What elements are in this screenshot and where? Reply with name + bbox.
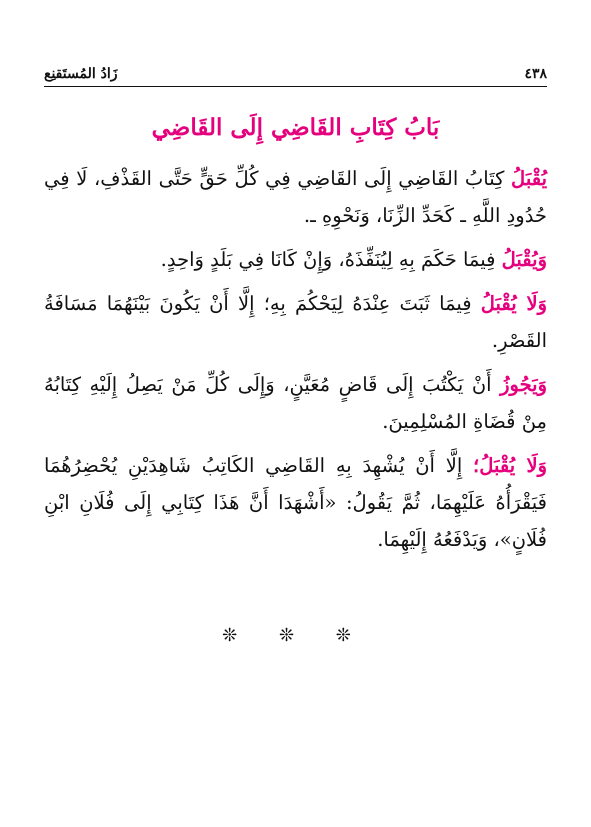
- page-header: [44, 60, 547, 82]
- paragraph-text: إِلَّا أَنْ يُشْهِدَ بِهِ القَاضِي الكَاتِبُ شَاهِدَيْنِ يُحْضِرُهُمَا فَيَقْرَأُهُ عَلَيْهِمَا، ثُمَّ يَقُولُ: «أَشْهَدَا أَنَّ هَذَا كِتَابِي إِلَى فُلَانِ ابْنِ فُلَانٍ»، وَيَدْفَعُهُ إِلَيْهِمَا.: [44, 454, 547, 551]
- paragraph: [44, 241, 547, 278]
- paragraph: [44, 285, 547, 359]
- section-divider: ❊ ❊ ❊: [222, 625, 369, 646]
- paragraph: [44, 160, 547, 234]
- paragraph-keyword: يُقْبَلُ: [511, 167, 547, 190]
- paragraph-keyword: وَيَجُوزُ: [500, 373, 547, 396]
- paragraph-text: كِتَابُ القَاضِي إِلَى القَاضِي فِي كُلِّ حَقٍّ حَتَّى القَذْفِ، لَا فِي حُدُودِ اللَّهِ ـ كَحَدِّ الزِّنَا، وَنَحْوِهِ ـ.: [44, 167, 547, 227]
- paragraph-keyword: وَلَا يُقْبَلُ: [480, 292, 547, 315]
- paragraph-text: فِيمَا حَكَمَ بِهِ لِيُنَفِّذَهُ، وَإِنْ كَانَا فِي بَلَدٍ وَاحِدٍ.: [160, 248, 502, 271]
- paragraph: [44, 447, 547, 558]
- header-divider: [44, 86, 547, 87]
- chapter-title: بَابُ كِتَابِ القَاضِي إِلَى القَاضِي: [151, 114, 440, 141]
- paragraph: [44, 366, 547, 440]
- paragraph-keyword: وَلَا يُقْبَلُ؛: [473, 454, 548, 477]
- page-number: ٤٣٨: [524, 66, 547, 82]
- chapter-body: [44, 160, 547, 565]
- paragraph-text: أَنْ يَكْتُبَ إِلَى قَاضٍ مُعَيَّنٍ، وَإِلَى كُلِّ مَنْ يَصِلُ إِلَيْهِ كِتَابُهُ مِنْ قُضَاةِ المُسْلِمِينَ.: [44, 373, 547, 433]
- book-title: زَادُ المُستَقنِع: [44, 66, 118, 82]
- paragraph-text: فِيمَا ثَبَتَ عِنْدَهُ لِيَحْكُمَ بِهِ؛ إِلَّا أَنْ يَكُونَ بَيْنَهُمَا مَسَافَةُ القَصْرِ.: [44, 292, 547, 352]
- paragraph-keyword: وَيُقْبَلُ: [501, 248, 547, 271]
